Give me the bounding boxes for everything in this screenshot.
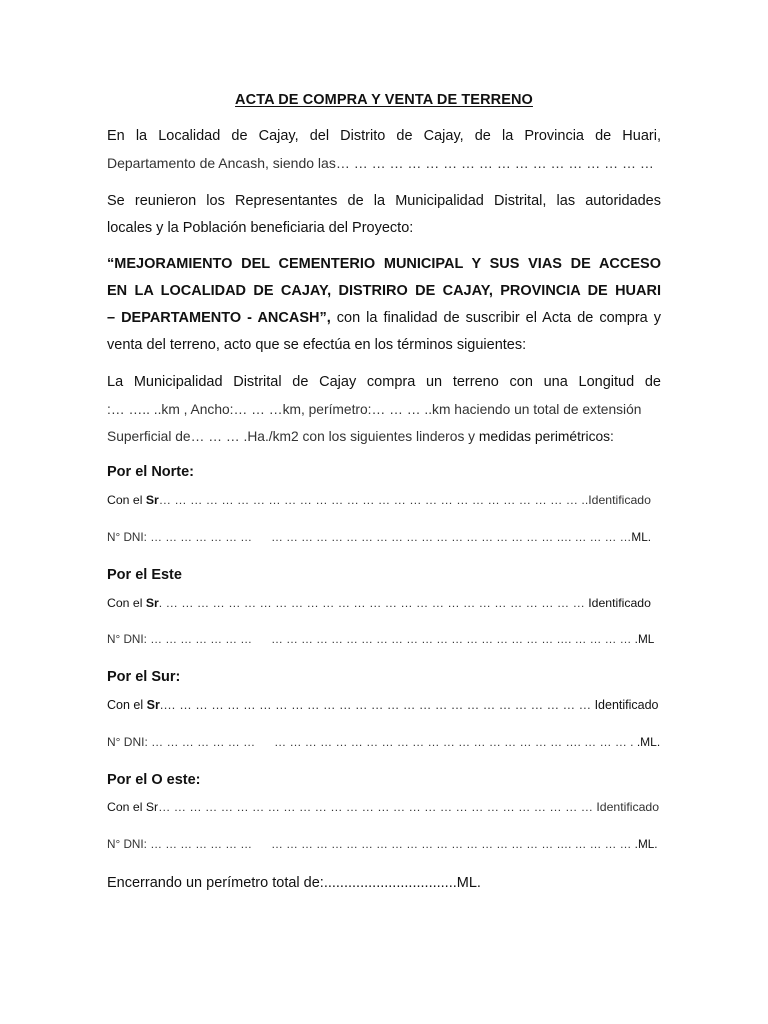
south-owner-identificado: Identificado [591,698,659,712]
south-dni-ml: .ML. [633,735,661,749]
north-dni-dots: … … … … … … … … … … … … … … … … … … … …. … … … … [271,531,632,544]
west-owner-line [107,800,659,814]
project-name-line-2: EN LA LOCALIDAD DE CAJAY, DISTRIRO DE CAJAY, PROVINCIA DE HUARI [107,283,661,299]
south-owner-prefix: Con el [107,698,147,712]
east-dni-label: N° DNI: … … … … … … … [107,633,253,646]
south-dni-line [107,735,660,749]
section-heading-south: Por el Sur: [107,669,181,685]
west-owner-prefix: Con el [107,800,146,814]
north-owner-identificado: Identificado [588,493,651,507]
east-owner-identificado: Identificado [584,596,651,610]
paragraph-meeting [107,188,661,242]
north-owner-line [107,493,651,507]
south-owner-sr: Sr [146,698,160,712]
east-owner-dots: . … … … … … … … … … … … … … … … … … … … … … … … … … … … [158,596,585,610]
section-heading-east: Por el Este [107,567,182,583]
paragraph-project-line-3-rest: con la finalidad de suscribir el Acta de compra y [330,310,661,326]
project-name-line-3: – DEPARTAMENTO - ANCASH”, [107,310,331,326]
paragraph-meeting-line-2: locales y la Población beneficiaria del Proyecto: [107,220,414,236]
east-owner-line [107,596,651,610]
north-owner-dots: … … … … … … … … … … … … … … … … … … … … … … … … … … … .. [158,493,589,507]
paragraph-project-line-4: venta del terreno, acto que se efectúa en los términos siguientes: [107,337,527,353]
document-title: ACTA DE COMPRA Y VENTA DE TERRENO [235,92,533,108]
paragraph-intro-line-1: En la Localidad de Cajay, del Distrito de Cajay, de la Provincia de Huari, [107,128,661,144]
paragraph-intro-line-2: Departamento de Ancash, siendo las… … … … … … … … … … … … … … … … … … [107,155,654,171]
paragraph-terrain-line-3-b: medidas perimétricos: [478,429,614,444]
west-dni-label: N° DNI: … … … … … … … [107,838,253,851]
east-owner-prefix: Con el [107,596,146,610]
project-name-line-1: “MEJORAMIENTO DEL CEMENTERIO MUNICIPAL Y SUS VIAS DE ACCESO [107,256,661,272]
north-owner-sr: Sr [145,493,159,507]
paragraph-project-line-3 [107,305,661,332]
west-owner-identificado: Identificado [592,800,660,814]
paragraph-meeting-line-1: Se reunieron los Representantes de la Municipalidad Distrital, las autoridades [107,193,661,209]
west-dni-ml: .ML. [631,838,658,851]
west-dni-line [107,838,658,851]
south-dni-label: N° DNI: … … … … … … … [107,735,256,749]
east-dni-line [107,633,654,646]
section-heading-west: Por el O este: [107,772,201,788]
south-dni-dots: … … … … … … … … … … … … … … … … … … … …. … … … . [274,735,634,749]
south-owner-line [107,698,659,712]
paragraph-terrain [107,369,661,450]
north-dni-label: N° DNI: … … … … … … … [107,531,253,544]
paragraph-terrain-line-2: :… ….. ..km , Ancho:… … …km, perímetro:… … … ..km haciendo un total de extensión [107,402,642,417]
east-owner-sr: Sr [145,596,159,610]
east-dni-ml: .ML [631,633,655,646]
paragraph-intro [107,123,661,177]
west-owner-sr: Sr [145,800,159,814]
east-dni-dots: … … … … … … … … … … … … … … … … … … … …. … … … … [271,633,632,646]
paragraph-terrain-line-3-a: Superficial de… … … .Ha./km2 con los siguientes linderos y [107,429,479,444]
paragraph-project [107,251,661,359]
north-owner-prefix: Con el [107,493,146,507]
paragraph-terrain-line-1: La Municipalidad Distrital de Cajay compra un terreno con una Longitud de [107,374,661,390]
north-dni-line [107,531,651,544]
north-dni-ml: ML. [631,531,652,544]
west-owner-dots: … … … … … … … … … … … … … … … … … … … … … … … … … … … … [158,800,593,814]
west-dni-dots: … … … … … … … … … … … … … … … … … … … …. … … … … [271,838,632,851]
south-owner-dots: .… … … … … … … … … … … … … … … … … … … … … … … … … … … [159,698,592,712]
paragraph-terrain-line-3 [107,423,661,450]
closing-perimeter-line: Encerrando un perímetro total de:.................................ML. [107,875,481,891]
section-heading-north: Por el Norte: [107,464,195,480]
